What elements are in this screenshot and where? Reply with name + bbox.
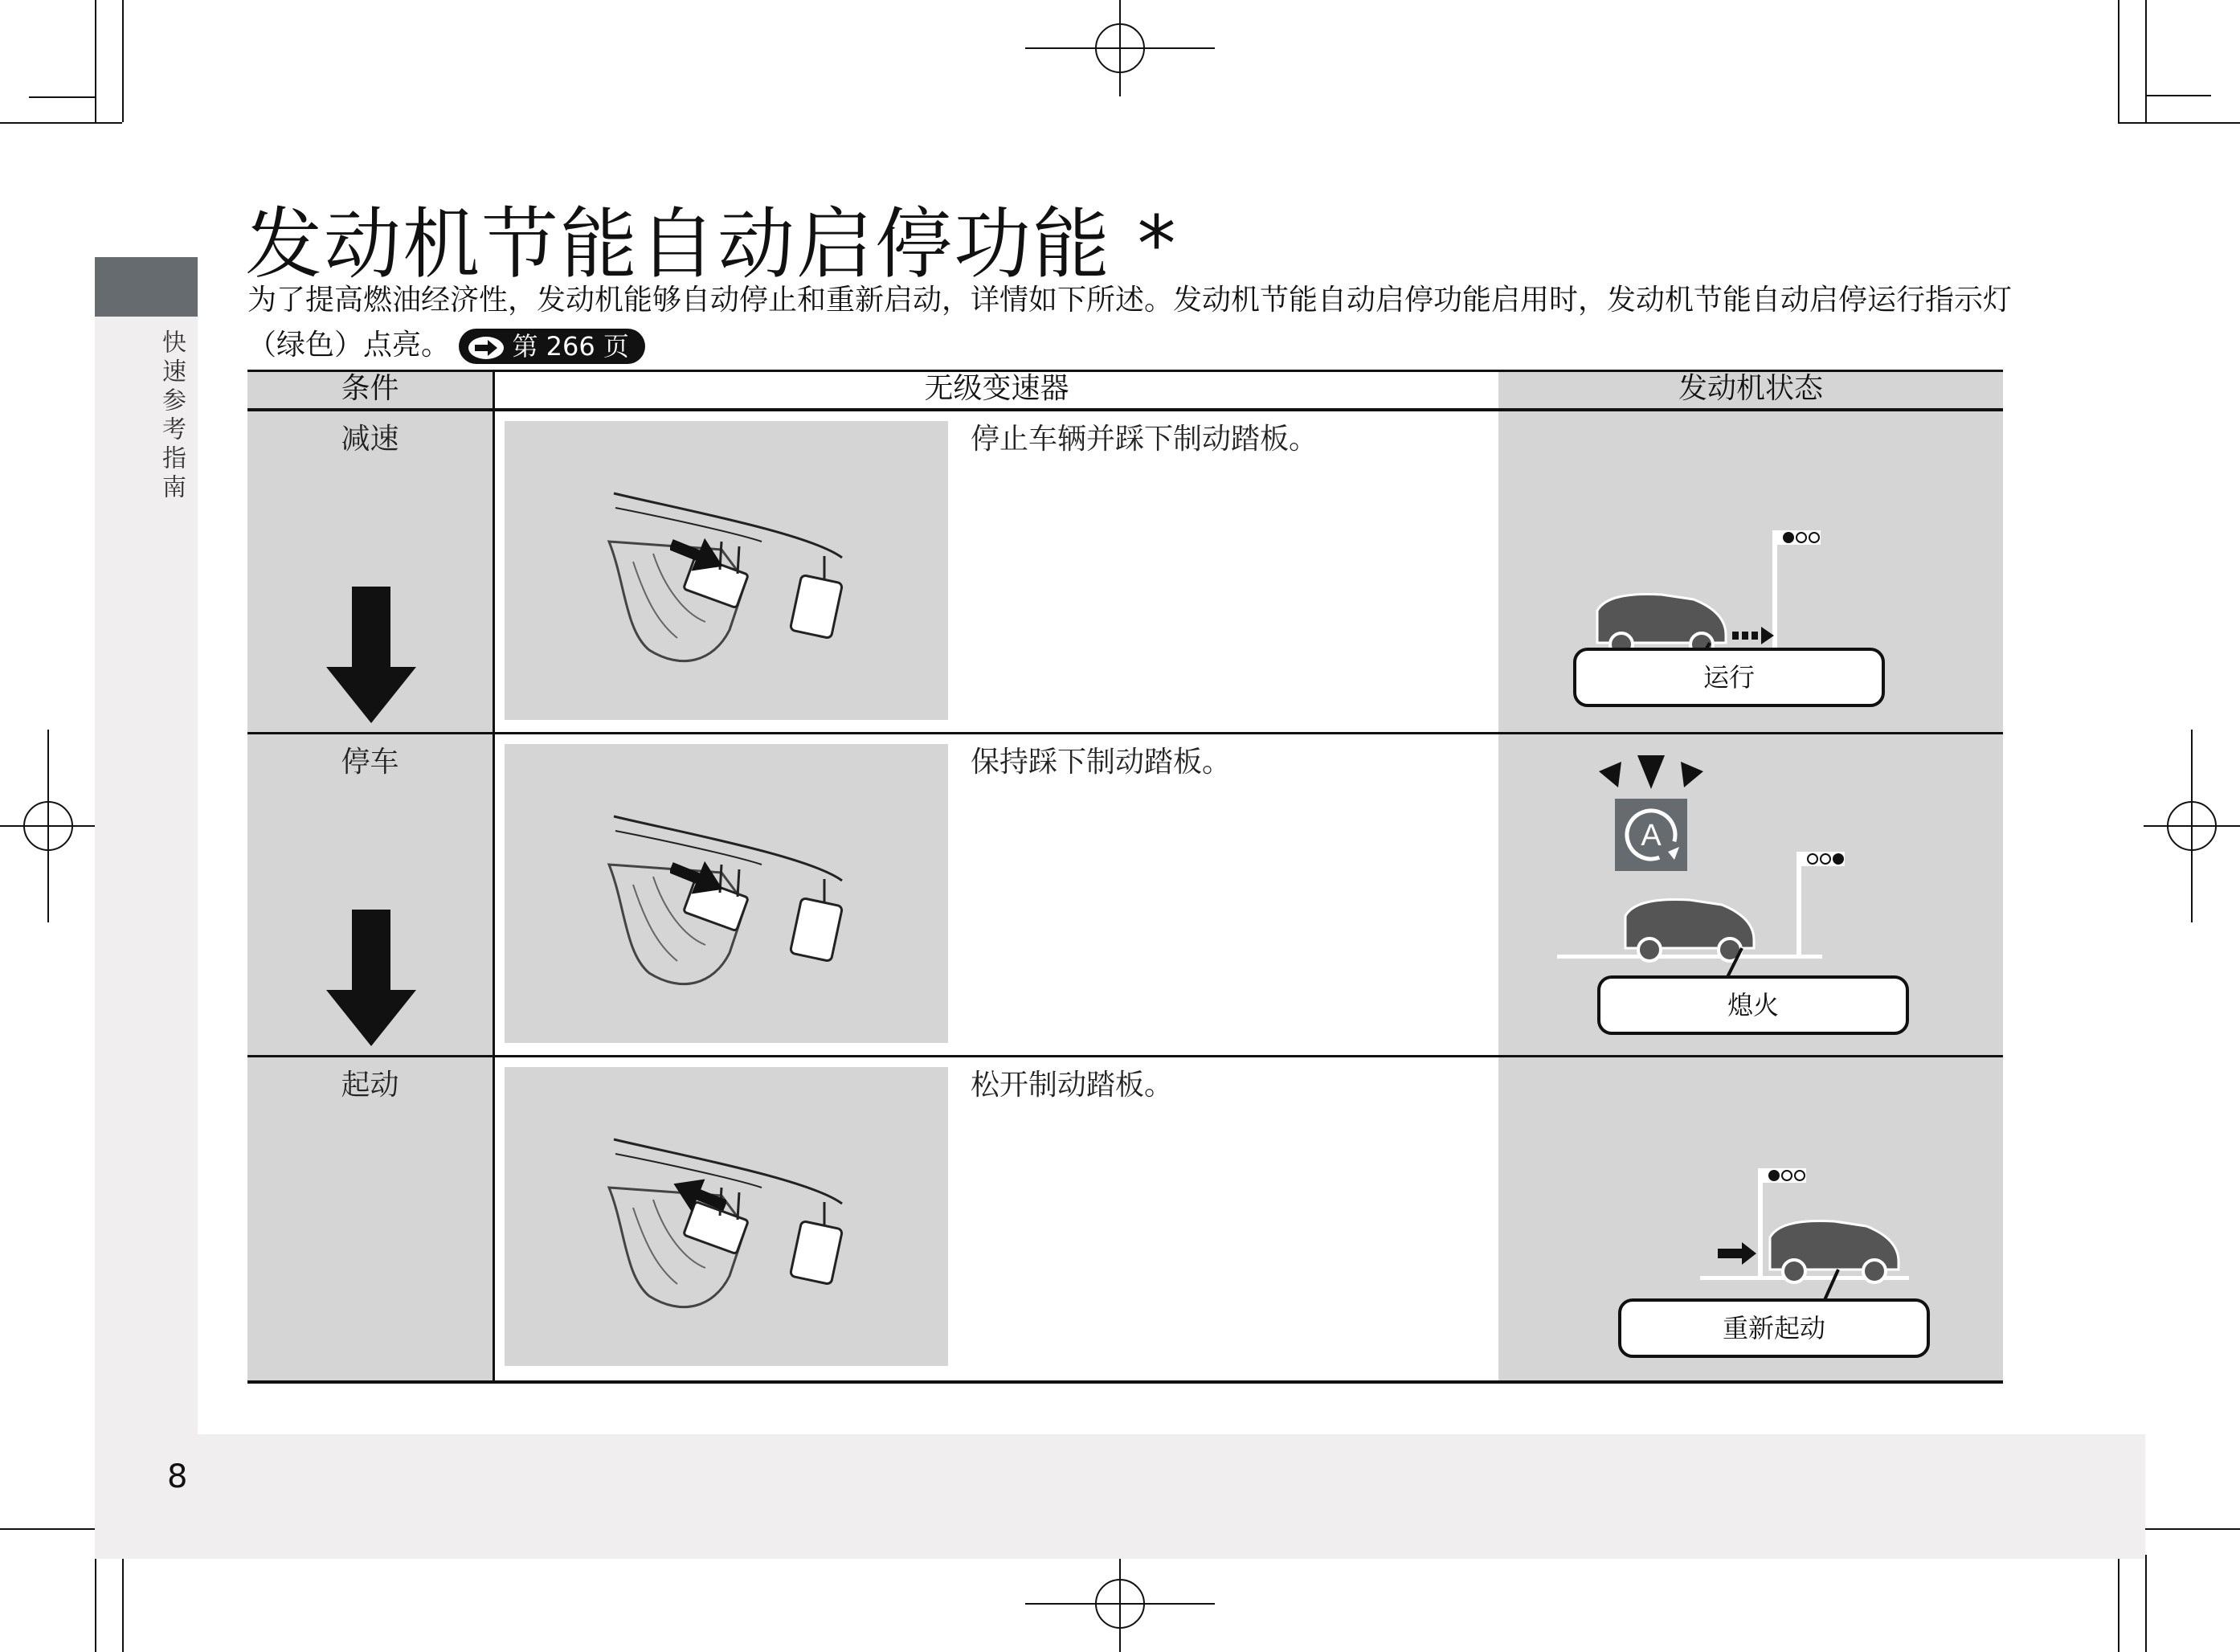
pedal-illustration — [505, 1067, 948, 1366]
arrow-down-icon — [326, 587, 416, 723]
condition-start: 起动 — [341, 1069, 399, 1102]
crop-mark — [2145, 95, 2211, 96]
table-top-rule — [247, 370, 2003, 372]
step-description: 停止车辆并踩下制动踏板。 — [971, 423, 1318, 456]
indicator-flash-icon — [1599, 755, 1703, 804]
registration-mark — [0, 730, 96, 922]
section-tab — [95, 257, 198, 317]
pedal-illustration — [505, 744, 948, 1043]
crop-mark — [2118, 1555, 2119, 1652]
table-bottom-rule — [247, 1380, 2003, 1384]
registration-mark — [1025, 0, 1215, 96]
arrow-down-icon — [326, 910, 416, 1046]
column-divider — [493, 370, 495, 1384]
row-divider — [247, 732, 2003, 734]
condition-decelerate: 减速 — [341, 423, 399, 456]
crop-mark — [2145, 1555, 2147, 1652]
section-label: 快速参考指南 — [157, 329, 186, 503]
arrow-right-icon — [467, 335, 505, 361]
crop-mark — [95, 0, 96, 122]
condition-stop: 停车 — [341, 746, 399, 779]
arrow-icon — [670, 532, 726, 572]
crop-mark — [0, 122, 122, 124]
engine-state-restart: 重新起动 — [1618, 1298, 1930, 1358]
page-title: 发动机节能自动启停功能 * — [245, 199, 1178, 289]
intro-paragraph — [247, 278, 2015, 368]
header-condition: 条件 — [341, 372, 399, 405]
step-description: 松开制动踏板。 — [971, 1069, 1174, 1102]
page-number: 8 — [167, 1458, 188, 1495]
registration-mark — [1025, 1556, 1215, 1652]
footer-band — [95, 1434, 2145, 1559]
crop-mark — [2118, 0, 2119, 122]
engine-state-off: 熄火 — [1597, 975, 1909, 1035]
condition-column-bg — [247, 370, 493, 1384]
row-divider — [247, 1055, 2003, 1057]
page-reference-link[interactable] — [459, 329, 644, 364]
crop-mark — [122, 0, 124, 122]
engine-state-running: 运行 — [1573, 648, 1885, 707]
crop-mark — [2145, 0, 2147, 122]
registration-mark — [2144, 730, 2240, 922]
crop-mark — [122, 1555, 124, 1652]
arrow-icon — [670, 855, 726, 895]
arrow-icon — [670, 1178, 726, 1218]
header-rule — [247, 408, 2003, 411]
step-description: 保持踩下制动踏板。 — [971, 746, 1232, 779]
crop-mark — [2118, 122, 2240, 124]
pedal-illustration — [505, 421, 948, 720]
header-engine-state: 发动机状态 — [1678, 372, 1823, 405]
crop-mark — [95, 1555, 96, 1652]
intro-text: 为了提高燃油经济性，发动机能够自动停止和重新启动，详情如下所述。发动机节能自动启停功能启用时，发动机节能自动启停运行指示灯（绿色）点亮。 — [247, 284, 2013, 362]
crop-mark — [29, 96, 95, 98]
page-reference-text: 第 266 页 — [512, 331, 629, 362]
auto-stop-table — [247, 370, 2003, 1384]
header-transmission: 无级变速器 — [924, 372, 1069, 405]
indicator-letter: A — [1641, 819, 1662, 853]
